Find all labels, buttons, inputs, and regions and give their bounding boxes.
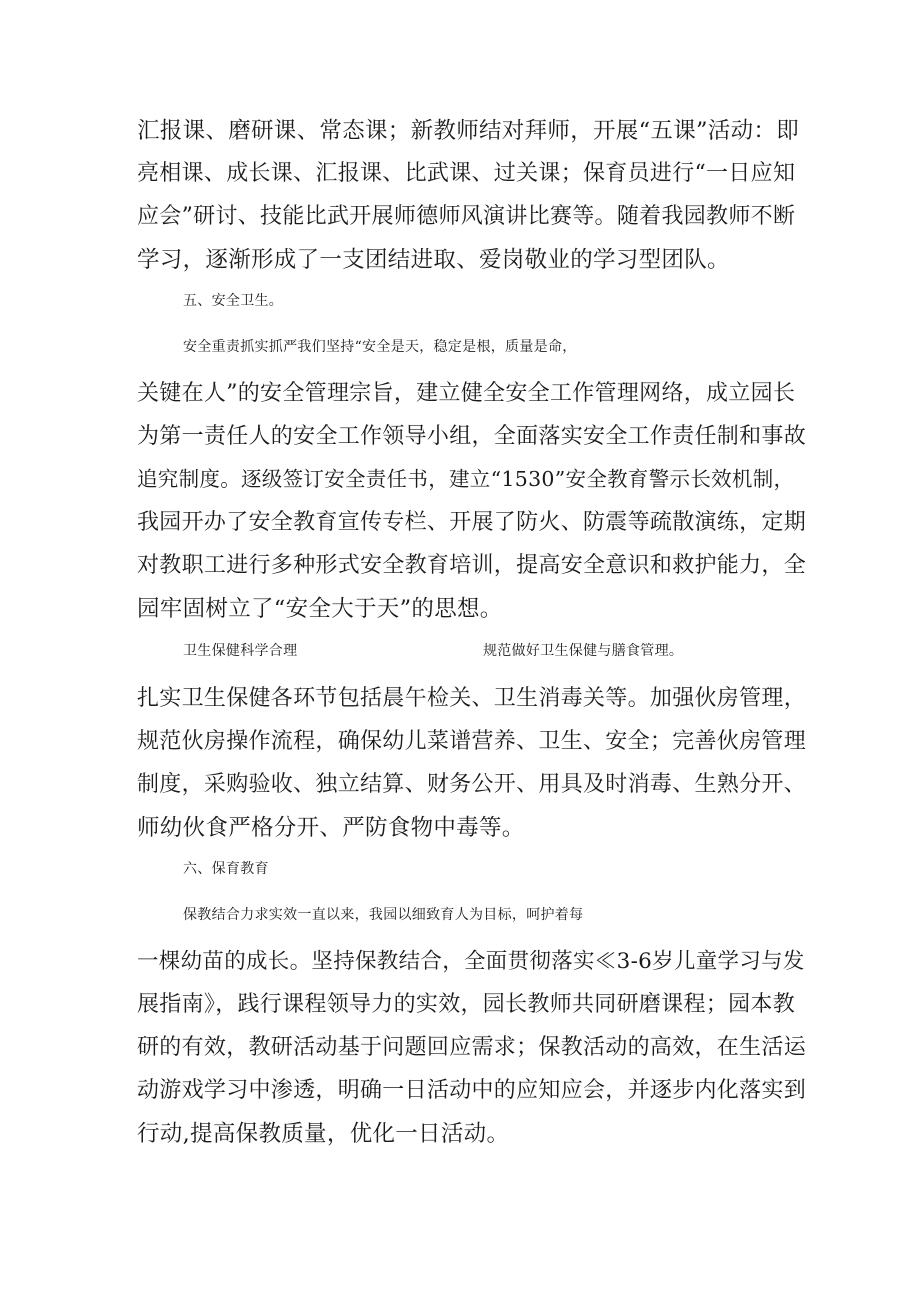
paragraph-line: 学习，逐渐形成了一支团结进取、爱岗敬业的学习型团队。 bbox=[137, 247, 730, 273]
paragraph-line: 一棵幼苗的成长。坚持保教结合，全面贯彻落实≪3-6岁儿童学习与发 bbox=[137, 949, 805, 974]
paragraph-line: 动游戏学习中渗透，明确一日活动中的应知应会，并逐步内化落实到 bbox=[137, 1078, 807, 1103]
paragraph-line: 师幼伙食严格分开、严防食物中毒等。 bbox=[137, 815, 525, 841]
paragraph-line: 研的有效，教研活动基于问题回应需求；保教活动的高效，在生活运 bbox=[137, 1035, 807, 1060]
paragraph-line: 汇报课、磨研课、常态课；新教师结对拜师，开展“五课”活动：即 bbox=[137, 118, 800, 144]
paragraph-line: 园牢固树立了“安全大于天”的思想。 bbox=[137, 596, 503, 622]
hygiene-subtitle bbox=[183, 644, 853, 658]
paragraph-line: 安全重责抓实抓严我们坚持“安全是天，稳定是根，质量是命， bbox=[183, 339, 577, 355]
paragraph-line: 亮相课、成长课、汇报课、比武课、过关课；保育员进行“一日应知 bbox=[137, 161, 796, 186]
hygiene-subtitle-right: 规范做好卫生保健与膳食管理。 bbox=[483, 643, 684, 659]
paragraph-line: 为第一责任人的安全工作领导小组，全面落实安全工作责任制和事故 bbox=[137, 424, 807, 449]
paragraph-line: 对教职工进行多种形式安全教育培训，提高安全意识和救护能力，全 bbox=[137, 553, 807, 578]
paragraph-line: 关键在人”的安全管理宗旨，建立健全安全工作管理网络，成立园长 bbox=[137, 381, 796, 406]
paragraph-line: 我园开办了安全教育宣传专栏、开展了防火、防震等疏散演练，定期 bbox=[137, 510, 807, 535]
paragraph-line: 应会”研讨、技能比武开展师德师风演讲比赛等。随着我园教师不断 bbox=[137, 204, 796, 229]
section-heading-education: 六、保育教育 bbox=[183, 861, 269, 877]
hygiene-subtitle-left: 卫生保健科学合理 bbox=[183, 643, 298, 659]
paragraph-line: 追究制度。逐级签订安全责任书，建立“1530”安全教育警示长效机制， bbox=[137, 467, 795, 491]
section-heading-safety: 五、安全卫生。 bbox=[183, 293, 284, 309]
paragraph-line: 制度，采购验收、独立结算、财务公开、用具及时消毒、生熟分开、 bbox=[137, 772, 807, 797]
paragraph-line: 规范伙房操作流程，确保幼儿菜谱营养、卫生、安全；完善伙房管理 bbox=[137, 729, 807, 754]
paragraph-line: 展指南》，践行课程领导力的实效，园长教师共同研磨课程；园本教 bbox=[137, 992, 796, 1017]
paragraph-line: 保教结合力求实效一直以来，我园以细致育人为目标，呵护着每 bbox=[183, 907, 584, 923]
paragraph-line: 扎实卫生保健各环节包括晨午检关、卫生消毒关等。加强伙房管理， bbox=[137, 686, 807, 711]
paragraph-line: 行动,提高保教质量，优化一日活动。 bbox=[137, 1121, 510, 1147]
